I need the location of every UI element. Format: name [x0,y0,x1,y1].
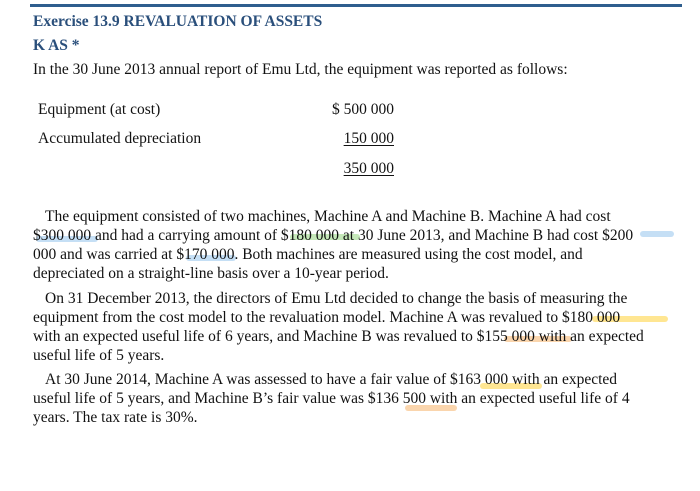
paragraph-line: years. The tax rate is 30%. [33,409,198,426]
paragraph-line: On 31 December 2013, the directors of Emu Ltd decided to change the basis of measuring the [45,290,628,307]
paragraph-line: equipment from the cost model to the revaluation model. Machine A was revalued to $180 000 [33,309,621,326]
paragraph-line: The equipment consisted of two machines, Machine A and Machine B. Machine A had cost [45,208,611,225]
statement-label: Accumulated depreciation [38,130,202,147]
statement-label: Equipment (at cost) [38,101,161,118]
paragraph-line: useful life of 5 years. [33,347,165,364]
paragraph-line: $300 000 and had a carrying amount of $180 000 at 30 June 2013, and Machine B had cost $200 [33,227,634,244]
statement-row-carrying-amount [38,160,438,180]
paragraph-line: useful life of 5 years, and Machine B’s fair value was $136 500 with an expected useful life of 4 [33,390,630,407]
paragraph-3 [33,370,673,427]
paragraph-line: with an expected useful life of 6 years, and Machine B was revalued to $155 000 with an expected [33,328,644,345]
exercise-subtitle: K AS * [33,37,80,54]
top-rule [30,4,682,7]
statement-row-accumulated-depreciation [38,130,438,150]
statement-row-equipment [38,101,438,121]
statement-value: 150 000 [343,130,394,147]
paragraph-line: depreciated on a straight-line basis over a 10-year period. [33,265,389,282]
paragraph-line: At 30 June 2014, Machine A was assessed to have a fair value of $163 000 with an expected [45,371,618,388]
exercise-title: Exercise 13.9 REVALUATION OF ASSETS [33,13,323,30]
paragraph-2 [33,289,673,365]
statement-value: $ 500 000 [332,101,394,118]
paragraph-line: 000 and was carried at $170 000. Both machines are measured using the cost model, and [33,246,583,263]
paragraph-1 [33,207,673,283]
intro-text: In the 30 June 2013 annual report of Emu Ltd, the equipment was reported as follows: [33,61,568,78]
statement-value: 350 000 [343,160,394,177]
